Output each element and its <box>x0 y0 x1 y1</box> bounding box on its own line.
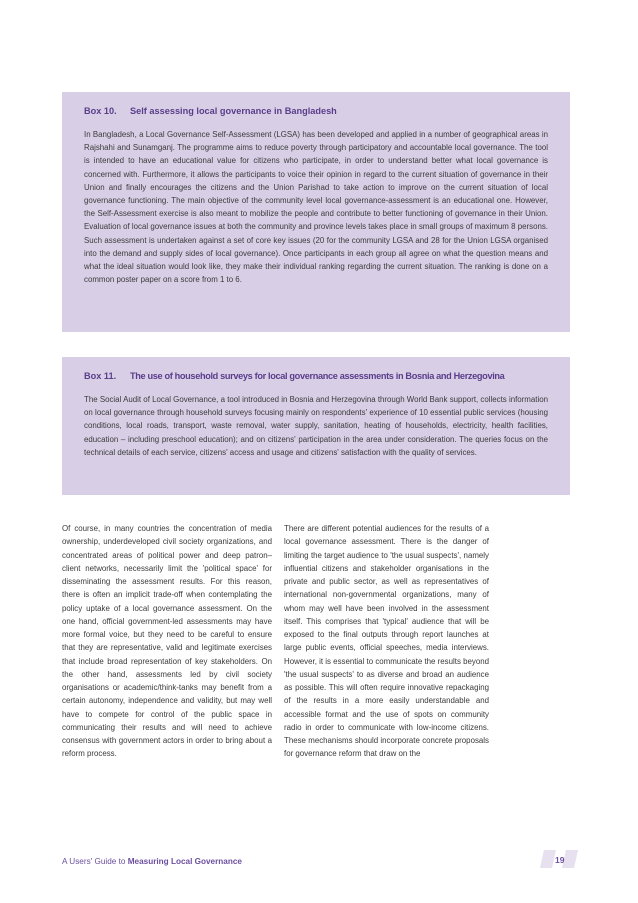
box-10-title: Self assessing local governance in Bangladesh <box>130 106 337 116</box>
left-column-text: Of course, in many countries the concentration of media ownership, underdeveloped civil society organizations, and concentrated areas of political power and deep patron–client networks, necessarily limit the 'political space' for disseminating the assessment results. For this reason, there is often an implicit trade-off when contemplating the policy uptake of a local governance assessment. On the one hand, official government-led assessments may have more formal voice, but they need to be careful to ensure that they are representative, valid and legitimate exercises that include broad representation of key stakeholders. On the other hand, assessments led by civil society organisations or academic/think-tanks may benefit from a certain autonomy, independence and validity, but may well have to compete for control of the public space in communicating their results and will need to achieve consensus with government actors in order to bring about a reform process. <box>62 524 272 759</box>
footer-guide-title: Measuring Local Governance <box>127 857 242 866</box>
right-column-text: There are different potential audiences for the results of a local governance assessment. There is the danger of limiting the target audience to 'the usual suspects', namely influential citizens and stakeholder organisations in the private and public sector, as well as representatives of international non-governmental organizations, many of whom may well have been involved in the assessment itself. This comprises that 'typical' audience that will be exposed to the final outputs through report launches at large public events, official speeches, media interviews. However, it is essential to communicate the results beyond 'the usual suspects' to as diverse and broad an audience as possible. This will often require innovative repackaging of the results in a more easily understandable and accessible format and the use of spots on community radio in order to communicate with low-income citizens. These mechanisms should incorporate concrete proposals for governance reform that draw on the <box>284 524 489 759</box>
box-11-number: Box 11. <box>84 371 117 381</box>
footer-prefix: A Users' Guide to <box>62 857 128 866</box>
box-10-body: In Bangladesh, a Local Governance Self-Assessment (LGSA) has been developed and applied in a number of geographical areas in Rajshahi and Sunamganj. The programme aims to reduce poverty through participatory and accountable local governance. The tool is intended to have an educational value for citizens who participate, in order to understand better what local governance is concerned with. Furthermore, it allows the participants to voice their opinion in regard to the current situation of governance in their Union and finally encourages the citizens and the Union Parishad to take action to improve on the current situation of local governance functioning. The main objective of the community level local governance-assessment is an educational one. However, the Self-Assessment exercise is also meant to mobilize the people and contribute to better functioning of governance in their Union. Evaluation of local governance issues at both the community and province levels takes place in small groups of maximum 8 persons. Such assessment is undertaken against a set of core key issues (20 for the community LGSA and 28 for the Union LGSA organised into the demand and supply sides of local governance). Once participants in each group all agree on what the question means and what the ideal situation would look like, they make their individual ranking regarding the current situation. The ranking is done on a common poster paper on a score from 1 to 6. <box>84 130 548 285</box>
box-11-body: The Social Audit of Local Governance, a tool introduced in Bosnia and Herzegovina through World Bank support, collects information on local governance through household surveys focusing mainly on respondents' experience of 10 essential public services (housing conditions, local roads, transport, waste removal, water supply, sanitation, heating of households, electricity, health facilities, education – including preschool education); and on citizens' participation in the area under consideration. The queries focus on the technical details of each service, citizens' access and usage and citizens' satisfaction with the quality of services. <box>84 395 548 457</box>
box-11-heading <box>84 371 548 381</box>
footer-title <box>62 857 242 866</box>
box-10-number: Box 10. <box>84 106 117 116</box>
box-10 <box>62 92 570 332</box>
box-10-heading <box>84 106 548 116</box>
box-11-title: The use of household surveys for local governance assessments in Bosnia and Herzegovina <box>130 371 505 381</box>
page-number: 19 <box>555 855 565 865</box>
box-11 <box>62 357 570 495</box>
